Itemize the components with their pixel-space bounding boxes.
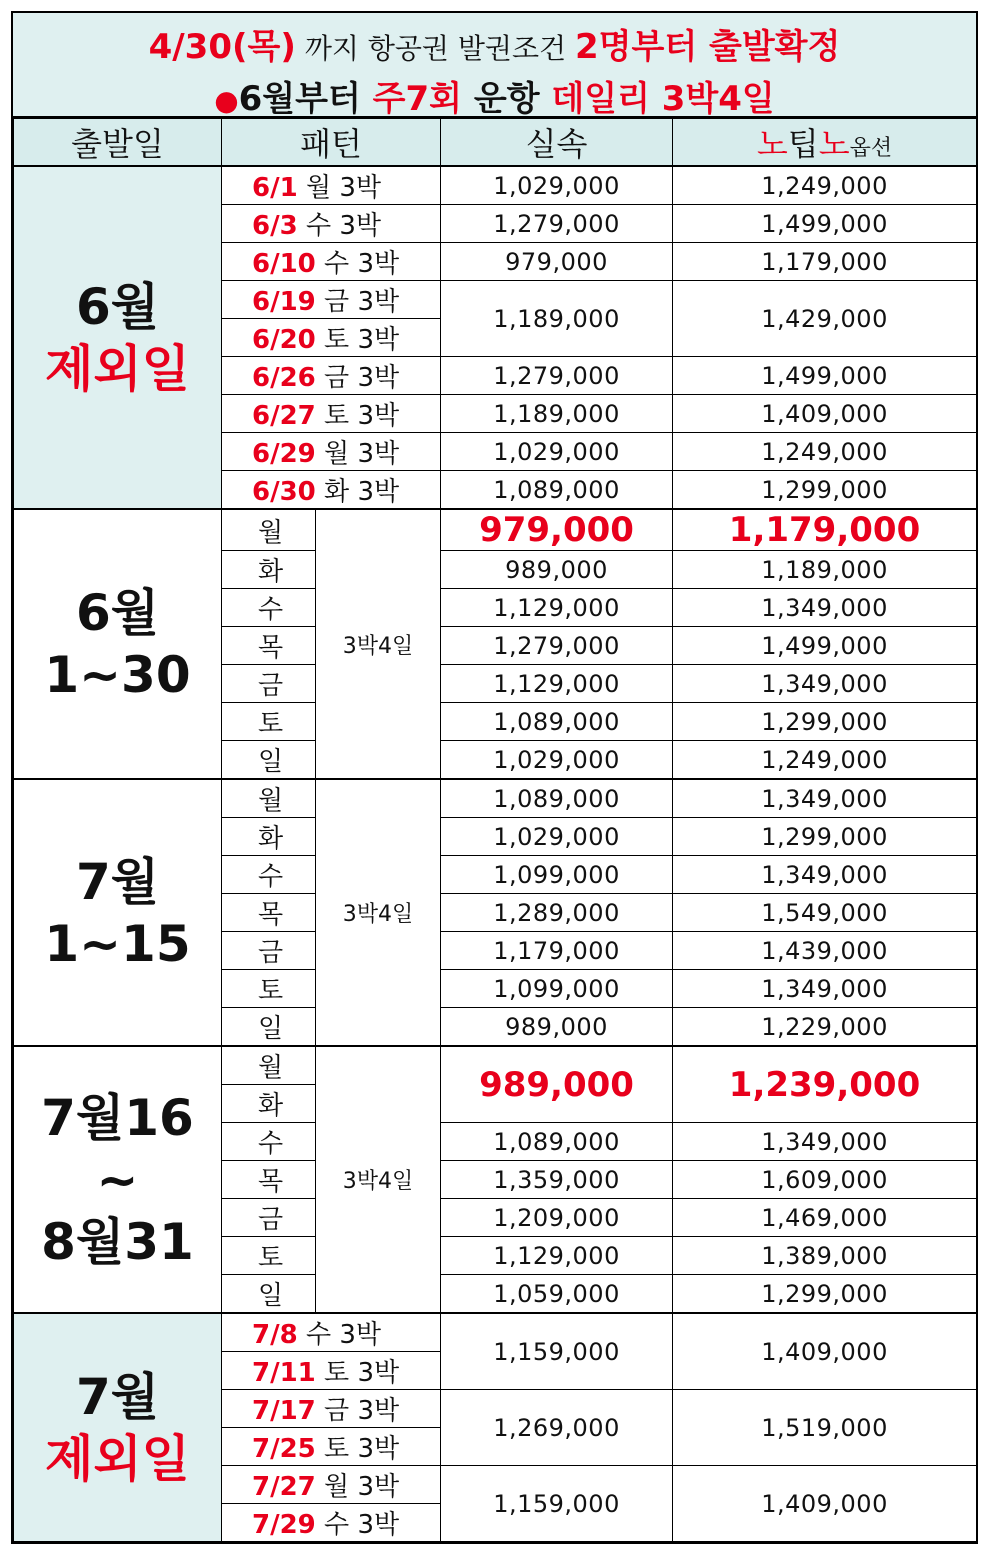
header-option-opt: 옵션 [849,136,893,161]
weekday-cell: 목 [222,894,316,932]
pattern-nights: 3박 [357,1358,400,1388]
pattern-dow: 월 [324,439,350,469]
weekday-cell: 일 [222,1008,316,1047]
option-price: 1,299,000 [673,703,977,741]
pattern-cell [222,243,441,281]
real-price: 979,000 [441,509,673,551]
pattern-nights: 3박 [357,439,400,469]
pattern-dow: 토 [324,1434,350,1464]
weekday-cell: 금 [222,1199,316,1237]
section-sublabel: 제외일 [45,339,190,398]
table-row [14,1046,977,1085]
option-price: 1,179,000 [673,243,977,281]
weekday-cell: 수 [222,1123,316,1161]
banner [13,13,976,118]
pattern-dow: 금 [324,1396,350,1426]
real-price: 1,029,000 [441,741,673,780]
option-price: 1,609,000 [673,1161,977,1199]
real-price: 1,129,000 [441,1237,673,1275]
pattern-combo: 3박4일 [316,1046,441,1313]
pattern-nights: 3박 [357,1510,400,1540]
header-departure: 출발일 [14,119,222,167]
pattern-dow: 토 [324,325,350,355]
section-july-excluded [14,1313,222,1542]
table-header [14,119,977,167]
real-price: 1,089,000 [441,471,673,510]
pattern-date: 7/29 [252,1510,316,1540]
section-june-1-30 [14,509,222,779]
section-label: 7월 [75,1367,160,1426]
weekday-cell: 수 [222,589,316,627]
section-sublabel: 1~15 [44,914,191,973]
table-row [14,166,977,205]
pattern-nights: 3박 [357,249,400,279]
option-price: 1,519,000 [673,1390,977,1466]
pattern-date: 6/3 [252,211,298,241]
pattern-dow: 금 [324,363,350,393]
real-price: 1,089,000 [441,1123,673,1161]
pattern-dow: 수 [324,249,350,279]
pattern-cell [222,205,441,243]
section-label: 6월 [75,584,160,642]
pattern-cell [222,395,441,433]
pattern-date: 6/26 [252,363,316,393]
option-price: 1,429,000 [673,281,977,357]
pattern-dow: 수 [305,1320,332,1350]
weekday-cell: 화 [222,551,316,589]
pattern-date: 6/29 [252,439,316,469]
section-sublabel: ~ [96,1150,139,1209]
pattern-nights: 3박 [339,173,382,203]
weekday-cell: 금 [222,665,316,703]
real-price: 979,000 [441,243,673,281]
option-price: 1,349,000 [673,856,977,894]
section-label: 7월16 [41,1088,194,1147]
bullet-icon: ● [214,84,239,117]
pattern-nights: 3박 [357,287,400,317]
option-price: 1,249,000 [673,741,977,780]
pattern-date: 6/30 [252,477,316,507]
header-pattern: 패턴 [222,119,441,167]
pattern-dow: 화 [324,477,350,507]
real-price: 989,000 [441,551,673,589]
option-price: 1,179,000 [673,509,977,551]
weekday-cell: 화 [222,818,316,856]
section-sublabel: 1~30 [44,646,191,704]
section-july16-aug31 [14,1046,222,1313]
pattern-dow: 월 [324,1472,350,1502]
operation-text: 운항 [462,79,552,119]
pattern-dow: 수 [324,1510,350,1540]
real-price: 1,269,000 [441,1390,673,1466]
pattern-nights: 3박 [357,1434,400,1464]
weekday-cell: 금 [222,932,316,970]
weekday-cell: 목 [222,627,316,665]
real-price: 1,189,000 [441,281,673,357]
table-row [14,1313,977,1352]
banner-line-1 [13,19,976,68]
pattern-date: 6/20 [252,325,316,355]
real-price: 1,159,000 [441,1466,673,1542]
real-price: 1,129,000 [441,665,673,703]
real-price: 1,279,000 [441,205,673,243]
pattern-dow: 토 [324,1358,350,1388]
real-price: 1,159,000 [441,1313,673,1390]
pattern-cell [222,1504,441,1542]
real-price: 1,209,000 [441,1199,673,1237]
pattern-nights: 3박 [339,211,382,241]
real-price: 1,189,000 [441,395,673,433]
option-price: 1,229,000 [673,1008,977,1047]
price-table [13,118,977,1542]
option-price: 1,349,000 [673,589,977,627]
pattern-cell [222,433,441,471]
pattern-date: 7/11 [252,1358,316,1388]
pattern-date: 7/27 [252,1472,316,1502]
option-price: 1,499,000 [673,627,977,665]
pattern-cell [222,1352,441,1390]
pattern-date: 6/1 [252,173,298,203]
header-option [673,119,977,167]
section-label: 6월 [75,277,160,336]
option-price: 1,349,000 [673,779,977,818]
real-price: 1,029,000 [441,433,673,471]
option-price: 1,349,000 [673,970,977,1008]
option-price: 1,409,000 [673,1466,977,1542]
header-option-no2: 노 [818,125,850,163]
pattern-cell [222,1390,441,1428]
price-sheet [11,11,978,1544]
banner-line-2 [13,71,976,120]
pattern-cell [222,319,441,357]
from-june-text: 6월부터 [238,79,373,119]
option-price: 1,349,000 [673,1123,977,1161]
pattern-dow: 수 [305,211,332,241]
departure-confirm-text: 2명부터 출발확정 [574,27,841,67]
weekday-cell: 월 [222,779,316,818]
real-price: 989,000 [441,1046,673,1123]
pattern-cell [222,357,441,395]
pattern-dow: 토 [324,401,350,431]
real-price: 1,059,000 [441,1275,673,1314]
weekday-cell: 토 [222,1237,316,1275]
option-price: 1,299,000 [673,1275,977,1314]
option-price: 1,249,000 [673,166,977,205]
weekday-cell: 토 [222,970,316,1008]
option-price: 1,499,000 [673,357,977,395]
weekday-cell: 목 [222,1161,316,1199]
pattern-date: 6/27 [252,401,316,431]
ticket-condition-text: 까지 항공권 발권조건 [295,32,575,65]
pattern-combo: 3박4일 [316,509,441,779]
pattern-date: 6/10 [252,249,316,279]
option-price: 1,549,000 [673,894,977,932]
real-price: 1,099,000 [441,970,673,1008]
option-price: 1,239,000 [673,1046,977,1123]
pattern-cell [222,471,441,510]
weekday-cell: 월 [222,509,316,551]
weekday-cell: 일 [222,1275,316,1314]
daily-schedule-text: 데일리 3박4일 [551,79,775,119]
weekday-cell: 일 [222,741,316,780]
option-price: 1,389,000 [673,1237,977,1275]
pattern-dow: 월 [305,173,332,203]
pattern-nights: 3박 [357,1396,400,1426]
real-price: 1,129,000 [441,589,673,627]
option-price: 1,499,000 [673,205,977,243]
real-price: 1,359,000 [441,1161,673,1199]
pattern-combo: 3박4일 [316,779,441,1046]
option-price: 1,249,000 [673,433,977,471]
real-price: 1,089,000 [441,779,673,818]
pattern-cell [222,281,441,319]
section-july-1-15 [14,779,222,1046]
pattern-cell [222,1428,441,1466]
pattern-dow: 금 [324,287,350,317]
header-real: 실속 [441,119,673,167]
option-price: 1,189,000 [673,551,977,589]
real-price: 1,279,000 [441,357,673,395]
option-price: 1,469,000 [673,1199,977,1237]
pattern-nights: 3박 [357,1472,400,1502]
weekly-flights-text: 주7회 [372,79,463,119]
pattern-nights: 3박 [357,477,400,507]
section-june-excluded [14,166,222,509]
real-price: 1,289,000 [441,894,673,932]
deadline-date: 4/30(목) [148,27,296,67]
option-price: 1,409,000 [673,395,977,433]
pattern-cell [222,166,441,205]
option-price: 1,299,000 [673,818,977,856]
header-option-no1: 노 [756,125,788,163]
pattern-nights: 3박 [339,1320,382,1350]
pattern-date: 7/17 [252,1396,316,1426]
table-row [14,779,977,818]
pattern-cell [222,1313,441,1352]
weekday-cell: 토 [222,703,316,741]
pattern-nights: 3박 [357,401,400,431]
option-price: 1,299,000 [673,471,977,510]
option-price: 1,349,000 [673,665,977,703]
pattern-date: 7/25 [252,1434,316,1464]
real-price: 1,099,000 [441,856,673,894]
section-sublabel-end: 8월31 [41,1212,194,1271]
pattern-date: 6/19 [252,287,316,317]
real-price: 1,029,000 [441,166,673,205]
real-price: 1,029,000 [441,818,673,856]
pattern-date: 7/8 [252,1320,298,1350]
option-price: 1,439,000 [673,932,977,970]
section-sublabel: 제외일 [45,1429,190,1488]
real-price: 989,000 [441,1008,673,1047]
option-price: 1,409,000 [673,1313,977,1390]
pattern-nights: 3박 [357,325,400,355]
weekday-cell: 화 [222,1085,316,1123]
weekday-cell: 월 [222,1046,316,1085]
header-option-tip: 팁 [787,125,819,163]
real-price: 1,089,000 [441,703,673,741]
table-row [14,509,977,551]
section-label: 7월 [75,852,160,911]
pattern-cell [222,1466,441,1504]
weekday-cell: 수 [222,856,316,894]
pattern-nights: 3박 [357,363,400,393]
real-price: 1,179,000 [441,932,673,970]
real-price: 1,279,000 [441,627,673,665]
